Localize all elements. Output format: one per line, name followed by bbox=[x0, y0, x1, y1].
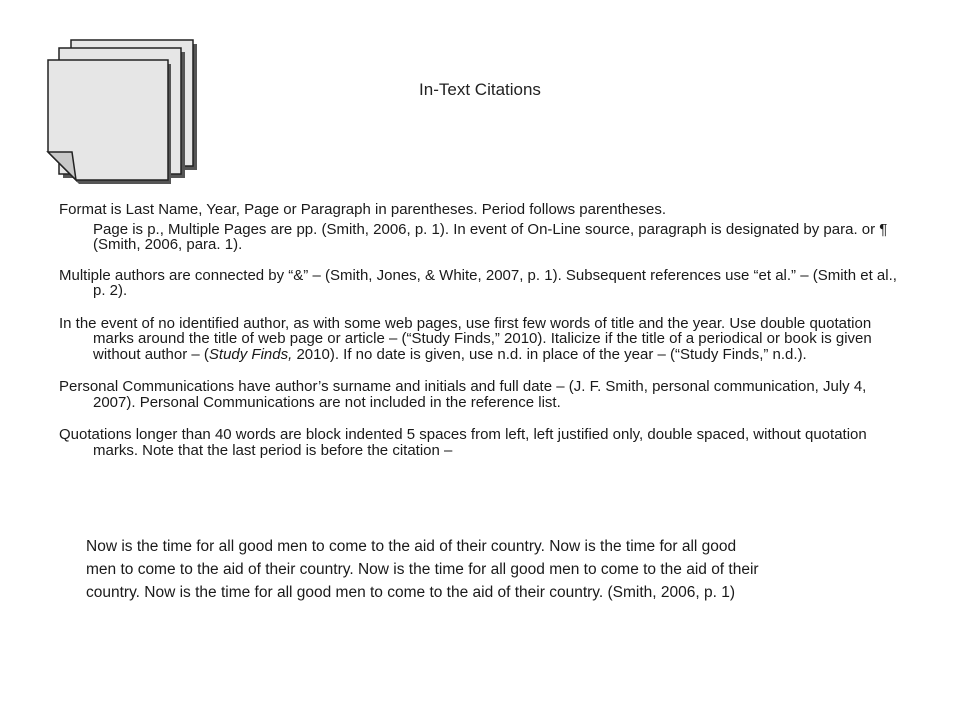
format-paragraph: Format is Last Name, Year, Page or Paragraph in parentheses. Period follows parentheses. bbox=[59, 201, 667, 218]
no-author-italic: Study Finds, bbox=[208, 345, 293, 363]
multiple-authors-paragraph: Multiple authors are connected by “&” – (Smith, Jones, & White, 2007, p. 1). Subsequent references use “et al.” – (Smith et al., p. 2). bbox=[59, 266, 897, 299]
document-body bbox=[59, 202, 899, 475]
no-author-text-a: In the event of no identified author, as with some web pages, use first few words of title and the year. Use double quotation marks around the title of web page or article – (“Study Finds,” 2010). Italicize if the title of a periodical or book is given without author – ( bbox=[59, 314, 872, 363]
stacked-pages-icon bbox=[44, 38, 204, 188]
pages-paragraph: Page is p., Multiple Pages are pp. (Smith, 2006, p. 1). In event of On-Line source, paragraph is designated by para. or ¶ (Smith, 2006, para. 1). bbox=[93, 220, 888, 253]
no-author-paragraph bbox=[59, 316, 899, 363]
no-author-text-b: 2010). If no date is given, use n.d. in place of the year – (“Study Finds,” n.d.). bbox=[292, 345, 807, 363]
block-quote-line: men to come to the aid of their country. Now is the time for all good men to come to the aid of their bbox=[86, 561, 759, 578]
page-title: In-Text Citations bbox=[419, 80, 541, 99]
quotations-paragraph: Quotations longer than 40 words are block indented 5 spaces from left, left justified only, double spaced, without quotation marks. Note that the last period is before the citation – bbox=[59, 426, 867, 459]
block-quote-line: country. Now is the time for all good men to come to the aid of their country. (Smith, 2006, p. 1) bbox=[86, 584, 736, 601]
block-quote bbox=[86, 535, 916, 604]
block-quote-line: Now is the time for all good men to come to the aid of their country. Now is the time for all good bbox=[86, 538, 737, 555]
personal-communications-paragraph: Personal Communications have author’s surname and initials and full date – (J. F. Smith, personal communication, July 4, 2007). Personal Communications are not included in the reference list. bbox=[59, 378, 867, 411]
